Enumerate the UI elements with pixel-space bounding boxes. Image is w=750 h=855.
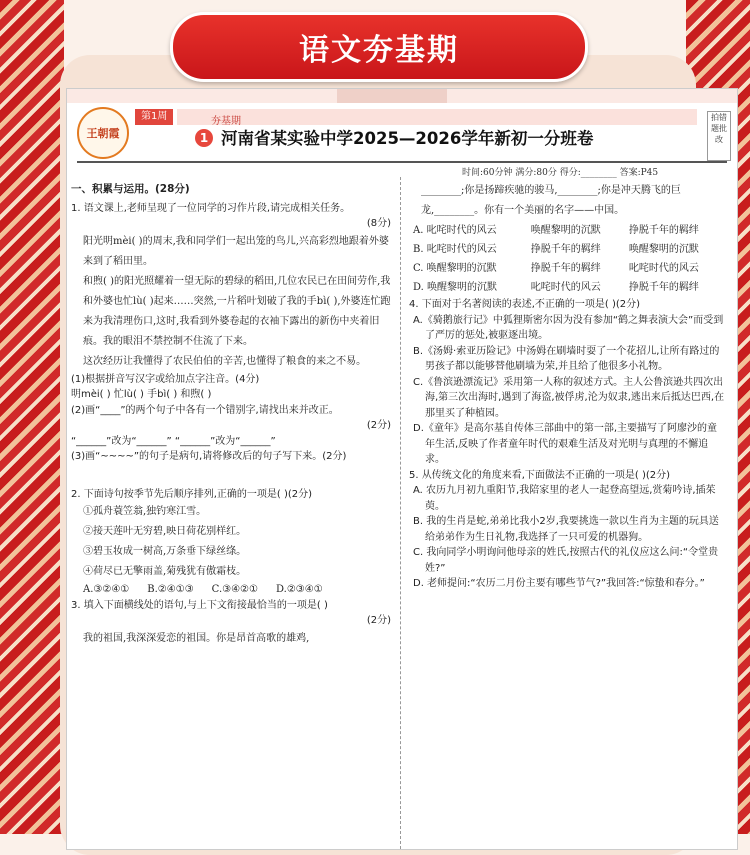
option-text: C. 我向同学小明询问他母亲的姓氏,按照古代的礼仪应这么问:“令堂贵姓?” — [413, 547, 719, 574]
question-text: “______”改为“______” “______”改为“______” — [71, 435, 276, 447]
question-text: 4. 下面对于名著阅读的表述,不正确的一项是( )(2分) — [409, 299, 641, 310]
answer-option: A.③②④① — [83, 584, 130, 595]
passage-text: ________;你是扬蹄疾驰的骏马,________;你是冲天腾飞的巨龙,________。你有一个美丽的名字——中国。 — [421, 185, 681, 216]
option-cell: 挣脱千年的羁绊 — [530, 244, 601, 255]
option-cell: A. 叱咤时代的风云 — [413, 225, 497, 236]
question-text: 3. 填入下面横线处的语句,与上下文衔接最恰当的一项是( ) — [71, 599, 328, 611]
column-divider — [400, 177, 401, 849]
question-text: (3)画“~~~~”的句子是病句,请将修改后的句子写下来。(2分) — [71, 451, 347, 462]
banner-title: 语文夯基期 — [299, 33, 459, 68]
option-row — [409, 240, 727, 259]
question-text: 明mèi( ) 忙lù( ) 手bì( ) 和煦( ) — [71, 389, 212, 400]
option-text: B. 我的生肖是蛇,弟弟比我小2岁,我要挑选一款以生肖为主题的玩具送给弟弟作为生日礼物,我选择了一只可爱的机器狗。 — [413, 516, 719, 543]
option-row — [409, 259, 727, 278]
paper-title: 河南省某实验中学2025—2026学年新初一分班卷 — [221, 129, 594, 148]
option-cell: D. 唤醒黎明的沉默 — [413, 282, 498, 293]
option-cell: 唤醒黎明的沉默 — [628, 244, 699, 255]
option-text: B.《汤姆·索亚历险记》中汤姆在刷墙时耍了一个花招儿,让所有路过的男孩子都以能够替他刷墙为荣,并且给了他很多小礼物。 — [413, 345, 720, 372]
option-text: D.《童年》是高尔基自传体三部曲中的第一部,主要描写了阿廖沙的童年生活,反映了作者童年时代的艰难生活及对光明与真理的不懈追求。 — [413, 423, 718, 465]
question-text: 1. 语文课上,老师呈现了一位同学的习作片段,请完成相关任务。 — [71, 202, 351, 214]
option-cell: B. 叱咤时代的风云 — [413, 244, 497, 255]
answer-options — [71, 582, 391, 598]
question-text: 2. 下面诗句按季节先后顺序排列,正确的一项是( )(2分) — [71, 488, 313, 500]
passage-text: ④荷尽已无擎雨盖,菊残犹有傲霜枝。 — [83, 566, 247, 577]
option-cell: 叱咤时代的风云 — [628, 263, 699, 274]
answer-option: C.③④②① — [211, 584, 258, 595]
week-label: 夯基期 — [211, 116, 241, 127]
answer-option: B.②④①③ — [147, 584, 194, 595]
right-column — [409, 181, 727, 592]
option-text: A.《骑鹅旅行记》中狐狸斯密尔因为没有参加“鹤之舞表演大会”而受到了严厉的惩处,被驱逐出境。 — [413, 314, 724, 341]
title-rule — [77, 161, 727, 163]
answer-option: D.②③④① — [276, 584, 323, 595]
answer-space — [71, 465, 391, 487]
question-text: (2)画“____”的两个句子中各有一个错别字,请找出来并改正。 — [71, 404, 339, 416]
option-cell: 叱咤时代的风云 — [530, 282, 601, 293]
top-strip — [67, 89, 737, 103]
option-text: C.《鲁滨逊漂流记》采用第一人称的叙述方式。主人公鲁滨逊共四次出海,第三次出海时,遇到了海盗,被俘虏,沦为奴隶,逃出来后抵达巴西,在那里买了种植园。 — [413, 376, 725, 419]
week-strip — [177, 109, 697, 125]
exam-paper — [66, 88, 738, 850]
score-label: (2分) — [366, 615, 391, 626]
score-label: (2分) — [366, 420, 391, 431]
page-banner — [170, 12, 588, 82]
question-text: 5. 从传统文化的角度来看,下面做法不正确的一项是( )(2分) — [409, 469, 671, 481]
passage-text: ①孤舟蓑笠翁,独钓寒江雪。 — [83, 506, 207, 517]
passage-text: 阳光明mèi( )的周末,我和同学们一起出笼的鸟儿,兴高彩烈地跟着外婆来到了稻田里。 — [83, 235, 389, 267]
exam-meta: 时间:60分钟 满分:80分 得分:________ 答案:P45 — [462, 168, 659, 178]
option-cell: 挣脱千年的羁绊 — [628, 282, 699, 293]
option-cell: 挣脱千年的羁绊 — [530, 263, 601, 274]
passage-text: 和煦( )的阳光照耀着一望无际的碧绿的稻田,几位农民已在田间劳作,我和外婆也忙lù( )起来……突然,一片稻叶划破了我的手bì( ),外婆连忙跑来为我清理伤口,这时,我看到外婆卷起的衣袖下露出的新伤中夹着旧痕。我的眼泪不禁控制不住流了下来。 — [83, 275, 391, 347]
left-column — [71, 182, 391, 649]
option-row — [409, 221, 727, 240]
passage-text: 这次经历让我懂得了农民伯伯的辛苦,也懂得了粮食的来之不易。 — [83, 355, 367, 367]
option-cell: 唤醒黎明的沉默 — [530, 225, 601, 236]
publisher-logo: 王朝霞 — [77, 107, 129, 159]
option-row — [409, 278, 727, 297]
option-cell: C. 唤醒黎明的沉默 — [413, 263, 497, 274]
passage-text: ②接天莲叶无穷碧,映日荷花别样红。 — [83, 526, 247, 537]
side-tag: 拍错题批改 — [707, 111, 731, 161]
paper-number: 1 — [195, 129, 213, 147]
week-tag: 第1周 — [135, 109, 173, 125]
passage-text: 我的祖国,我深深爱恋的祖国。你是昂首高歌的雄鸡, — [83, 632, 310, 644]
score-label: (8分) — [366, 218, 391, 229]
passage-text: ③碧玉妆成一树高,万条垂下绿丝绦。 — [83, 546, 247, 557]
option-text: A. 农历九月初九重阳节,我陪家里的老人一起登高望远,赏菊吟诗,插茱萸。 — [413, 485, 716, 512]
decorative-stripes-left — [0, 0, 64, 834]
option-text: D. 老师提问:“农历二月份主要有哪些节气?”我回答:“惊蛰和春分。” — [413, 578, 705, 589]
option-cell: 挣脱千年的羁绊 — [628, 225, 699, 236]
section-heading: 一、积累与运用。(28分) — [71, 183, 190, 195]
question-text: (1)根据拼音写汉字或给加点字注音。(4分) — [71, 373, 260, 385]
